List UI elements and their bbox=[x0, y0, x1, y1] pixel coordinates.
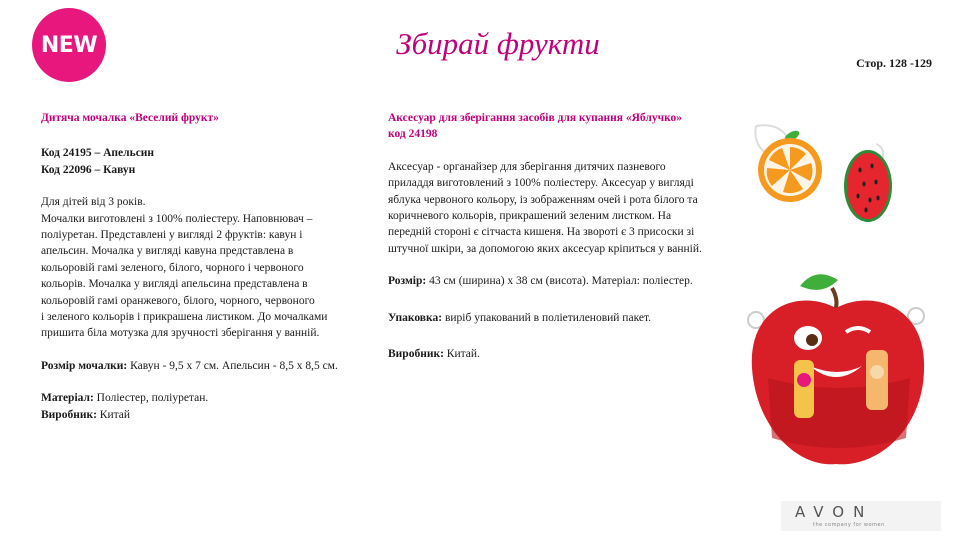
organizer-product-block bbox=[388, 110, 710, 362]
organizer-pack-value: виріб упакований в поліетиленовий пакет. bbox=[442, 311, 652, 324]
page-numbers: Стор. 128 -129 bbox=[856, 56, 932, 70]
organizer-pack-label: Упаковка: bbox=[388, 311, 443, 324]
organizer-code: код 24198 bbox=[388, 128, 438, 141]
sponge-material bbox=[41, 390, 346, 406]
organizer-size bbox=[388, 273, 710, 289]
sponge-size bbox=[41, 358, 346, 374]
sponge-material-value: Поліестер, поліуретан. bbox=[93, 392, 209, 405]
avon-logo bbox=[781, 501, 941, 531]
new-badge-text: NEW bbox=[40, 32, 98, 58]
sponge-description: Для дітей від 3 років. Мочалки виготовлені з 100% поліестеру. Наповнювач – поліуретан. Представлені у вигляді 2 фруктів: кавун і апельсин. Мочалка у вигляді кавуна представлена в кольоровій гамі зеленого, білого, чорного і червоного кольорів. Мочалка у вигляді апельсина представлена в кольоровій гамі оранжевого, білого, чорного, червоного і зеленого кольорів і прикрашена листиком. До мочалками пришита біла мотузка для зручності зберігання у ванній. bbox=[41, 196, 328, 340]
organizer-maker-label: Виробник: bbox=[388, 348, 444, 361]
avon-tagline: the company for women bbox=[813, 522, 885, 528]
sponge-code-watermelon: Код 22096 – Кавун bbox=[41, 163, 136, 176]
organizer-description: Аксесуар - органайзер для зберігання дитячих пазневого приладдя виготовлений з 100% поліестеру. Аксесуар у вигляді яблука червоного кольору, із зображенням очей і рота білого та коричневого кольорів, прикрашений зеленим листком. На передній стороні є сітчаста кишеня. На звороті є 3 присоски зі штучної шкіри, за допомогою яких аксесуар кріпиться у ванній. bbox=[388, 160, 702, 255]
sponge-size-label: Розмір мочалки: bbox=[41, 359, 128, 372]
sponge-maker-value: Китай bbox=[96, 408, 131, 421]
sponge-code-orange: Код 24195 – Апельсин bbox=[41, 147, 155, 160]
organizer-maker-value: Китай. bbox=[443, 348, 480, 361]
sponge-material-label: Матеріал: bbox=[41, 392, 94, 405]
organizer-size-label: Розмір: bbox=[388, 275, 427, 288]
avon-brand: AVON bbox=[795, 503, 874, 521]
sponge-product-title: Дитяча мочалка «Веселий фрукт» bbox=[41, 112, 219, 124]
organizer-maker bbox=[388, 346, 710, 362]
apple-organizer-image bbox=[738, 268, 938, 473]
sponge-size-value: Кавун - 9,5 х 7 см. Апельсин - 8,5 х 8,5 см. bbox=[127, 359, 338, 372]
page-title: Збирай фрукти bbox=[396, 26, 600, 61]
sponge-product-block bbox=[41, 110, 346, 423]
organizer-product-title: Аксесуар для зберігання засобів для купання «Яблучко» bbox=[388, 112, 683, 124]
sponge-maker bbox=[41, 407, 346, 423]
organizer-packaging bbox=[388, 310, 710, 326]
sponge-maker-label: Виробник: bbox=[41, 408, 97, 421]
watermelon-sponge-image bbox=[838, 138, 898, 228]
orange-sponge-image bbox=[748, 118, 833, 208]
organizer-size-value: 43 см (ширина) х 38 см (висота). Матеріал: поліестер. bbox=[426, 275, 693, 288]
